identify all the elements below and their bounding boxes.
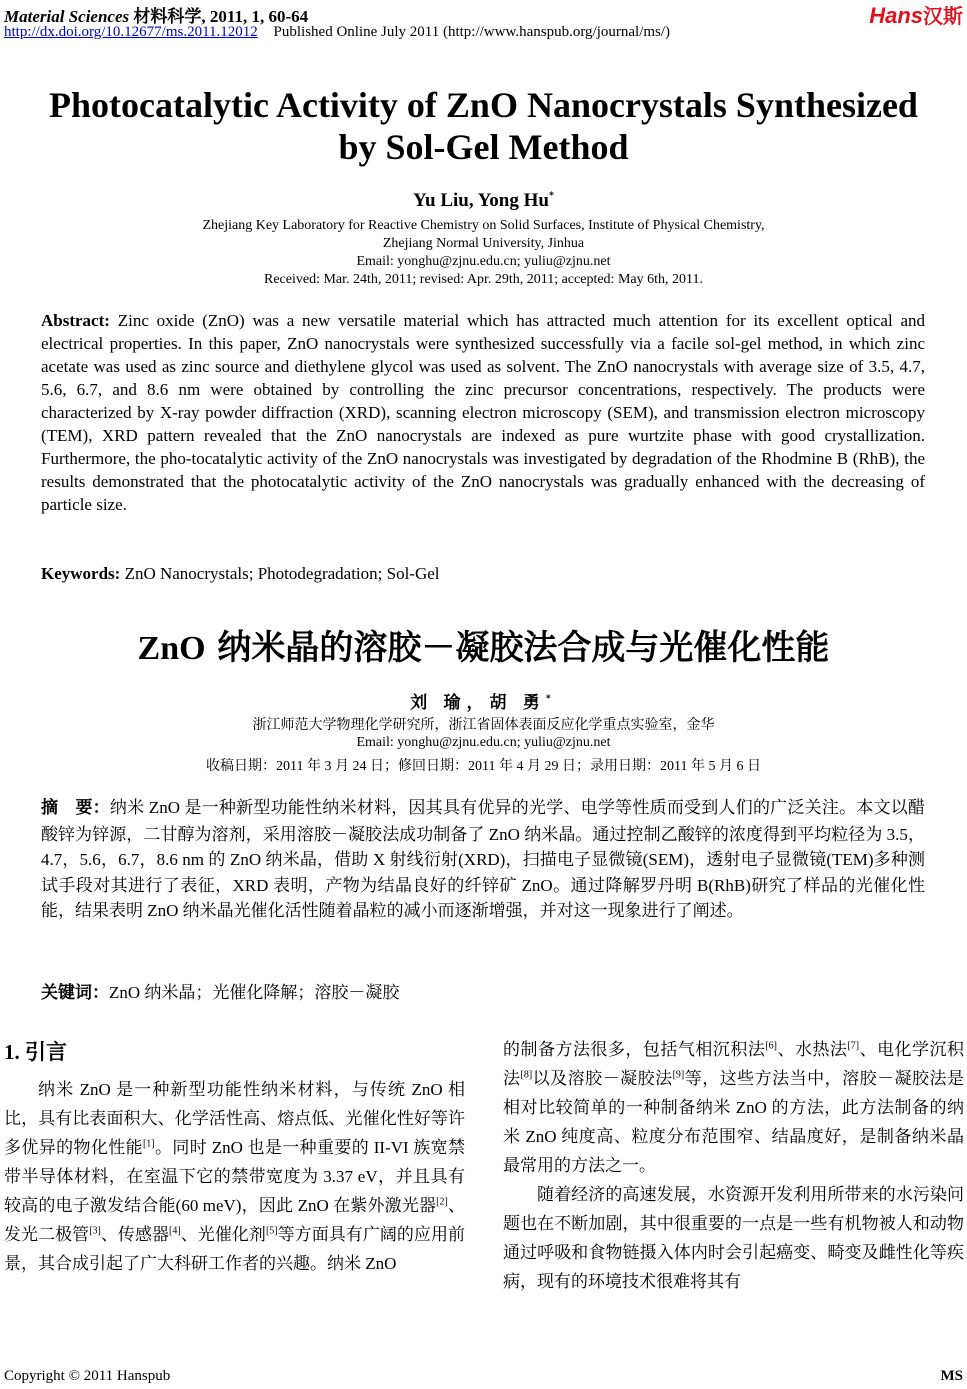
citation-5[interactable]: [5] — [265, 1225, 278, 1237]
publication-line — [4, 24, 670, 41]
column-right — [503, 1035, 964, 1296]
title-cn-rest: 纳米晶的溶胶－凝胶法合成与光催化性能 — [205, 628, 830, 668]
citation-1[interactable]: [1] — [142, 1138, 155, 1150]
text-run: 、光催化剂 — [180, 1225, 266, 1244]
author-names: Yu Liu, Yong Hu — [413, 190, 549, 211]
published-online: Published Online July 2011 (http://www.hanspub.org/journal/ms/) — [273, 24, 671, 40]
affiliation-line-1: Zhejiang Key Laboratory for Reactive Chemistry on Solid Surfaces, Institute of Physical Chemistry, — [202, 218, 765, 233]
corresponding-mark: * — [548, 190, 554, 202]
abstract-text: Zinc oxide (ZnO) was a new versatile material which has attracted much attention for its excellent optical and electrical properties. In this paper, ZnO nanocrystals were synthesized successfully via a facile sol-gel method, in which zinc acetate was used as zinc source and diethylene glycol was used as solvent. The ZnO nanocrystals with average size of 3.5, 4.7, 5.6, 6.7, and 8.6 nm were obtained by controlling the zinc precursor concentrations, respectively. The products were characterized by X-ray powder diffraction (XRD), scanning electron microscopy (SEM), and transmission electron microscopy (TEM), XRD pattern revealed that the ZnO nanocrystals are indexed as pure wurtzite phase with good crystallization. Furthermore, the pho-tocatalytic activity of the ZnO nanocrystals was investigated by degradation of the Rhodmine B (RhB), the results demonstrated that the photocatalytic activity of the ZnO nanocrystals was gradually enhanced with the decreasing of particle size. — [41, 311, 926, 514]
title-cn-zno: ZnO — [137, 630, 206, 667]
paper-title-english — [0, 84, 967, 168]
text-run: 、传感器 — [100, 1225, 170, 1244]
doi-link[interactable]: http://dx.doi.org/10.12677/ms.2011.12012 — [4, 24, 258, 40]
keywords-label-cn: 关键词： — [41, 983, 109, 1003]
citation-6[interactable]: [6] — [765, 1040, 777, 1052]
authors-chinese — [0, 688, 967, 713]
journal-name: Material Sciences — [4, 7, 130, 26]
author-names-cn: 刘 瑜，胡 勇 — [410, 693, 546, 712]
email-english: Email: yonghu@zjnu.edu.cn; yuliu@zjnu.net — [356, 254, 611, 269]
logo-text-cn: 汉斯 — [923, 4, 963, 28]
text-run: 、水热法 — [776, 1040, 848, 1059]
paragraph-intro-1-cont — [503, 1035, 964, 1180]
title-line-1: Photocatalytic Activity of ZnO Nanocrystals Synthesized — [49, 85, 918, 125]
affiliation-line-2: Zhejiang Normal University, Jinhua — [382, 236, 585, 251]
authors-english — [0, 190, 967, 212]
text-run: 、发光二极管 — [4, 1196, 465, 1244]
abstract-english — [41, 309, 925, 516]
text-run: 纳米 ZnO 是一种新型功能性纳米材料，与传统 ZnO 相比，具有比表面积大、化学活性高、熔点低、光催化性好等许多优异的物化性能 — [4, 1080, 465, 1157]
section-title: 引言 — [25, 1040, 67, 1064]
abstract-label-cn: 摘 要： — [41, 798, 110, 818]
citation-8[interactable]: [8] — [520, 1069, 533, 1081]
affiliation-chinese: 浙江师范大学物理化学研究所，浙江省固体表面反应化学重点实验室，金华 — [252, 718, 715, 733]
column-left — [4, 1075, 465, 1278]
paper-title-chinese — [0, 620, 967, 669]
citation-9[interactable]: [9] — [672, 1069, 685, 1081]
corresponding-mark-cn: * — [545, 693, 557, 705]
citation-3[interactable]: [3] — [89, 1225, 101, 1237]
citation-7[interactable]: [7] — [847, 1040, 860, 1052]
text-run: 以及溶胶－凝胶法 — [532, 1069, 673, 1088]
paragraph-intro-2: 随着经济的高速发展，水资源开发利用所带来的水污染问题也在不断加剧，其中很重要的一点是一些有机物被人和动物通过呼吸和食物链摄入体内时会引起癌变、畸变及雌性化等疾病，现有的环境技术很难将其有 — [503, 1185, 964, 1291]
abstract-label: Abstract: — [41, 311, 110, 330]
email-chinese: Email: yonghu@zjnu.edu.cn; yuliu@zjnu.net — [356, 735, 611, 750]
abstract-chinese — [41, 795, 925, 924]
hans-logo — [869, 0, 963, 29]
keywords-text: ZnO Nanocrystals; Photodegradation; Sol-Gel — [124, 564, 440, 583]
journal-cn-info: 材料科学, 2011, 1, 60-64 — [133, 7, 309, 26]
text-run: 。同时 ZnO 也是一种重要的 II-VI 族宽禁带半导体材料，在室温下它的禁带宽度为 3.37 eV，并且具有较高的电子激发结合能(60 meV)，因此 ZnO 在紫外激光器 — [4, 1138, 466, 1215]
footer-journal-abbr: MS — [940, 1368, 963, 1384]
dates-chinese: 收稿日期：2011 年 3 月 24 日；修回日期：2011 年 4 月 29 日；录用日期：2011 年 5 月 6 日 — [206, 759, 761, 774]
keywords-chinese — [41, 978, 399, 1003]
keywords-label: Keywords: — [41, 564, 121, 583]
dates-english: Received: Mar. 24th, 2011; revised: Apr. 29th, 2011; accepted: May 6th, 2011. — [264, 272, 703, 287]
abstract-text-cn: 纳米 ZnO 是一种新型功能性纳米材料，因其具有优异的光学、电学等性质而受到人们的广泛关注。本文以醋酸锌为锌源，二甘醇为溶剂，采用溶胶－凝胶法成功制备了 ZnO 纳米晶。通过控制乙酸锌的浓度得到平均粒径为 3.5，4.7，5.6，6.7，8.6 nm 的 ZnO 纳米晶，借助 X 射线衍射(XRD)，扫描电子显微镜(SEM)，透射电子显微镜(TEM)多种测试手段对其进行了表征，XRD 表明，产物为结晶良好的纤锌矿 ZnO。通过降解罗丹明 B(RhB)研究了样品的光催化性能，结果表明 ZnO 纳米晶光催化活性随着晶粒的减小而逐渐增强，并对这一现象进行了阐述。 — [41, 798, 925, 920]
section-heading-introduction — [4, 1036, 67, 1066]
text-run: 等，这些方法当中，溶胶－凝胶法是相对比较简单的一种制备纳米 ZnO 的方法，此方法制备的纳米 ZnO 纯度高、粒度分布范围窄、结晶度好，是制备纳米晶最常用的方法之一。 — [503, 1069, 965, 1175]
section-number: 1. — [4, 1040, 20, 1064]
title-line-2: by Sol-Gel Method — [338, 127, 629, 167]
keywords-english — [41, 564, 440, 584]
text-run: 、电化学沉积法 — [503, 1040, 965, 1088]
keywords-text-cn: ZnO 纳米晶；光催化降解；溶胶－凝胶 — [109, 983, 400, 1002]
text-run: 的制备方法很多，包括气相沉积法 — [503, 1040, 766, 1059]
citation-4[interactable]: [4] — [169, 1225, 181, 1237]
paragraph-intro-1 — [4, 1075, 465, 1278]
text-run: 等方面具有广阔的应用前景，其合成引起了广大科研工作者的兴趣。纳米 ZnO — [4, 1225, 466, 1273]
logo-text-en: Hans — [869, 3, 923, 28]
citation-2[interactable]: [2] — [436, 1196, 448, 1208]
footer-copyright: Copyright © 2011 Hanspub — [4, 1368, 171, 1384]
